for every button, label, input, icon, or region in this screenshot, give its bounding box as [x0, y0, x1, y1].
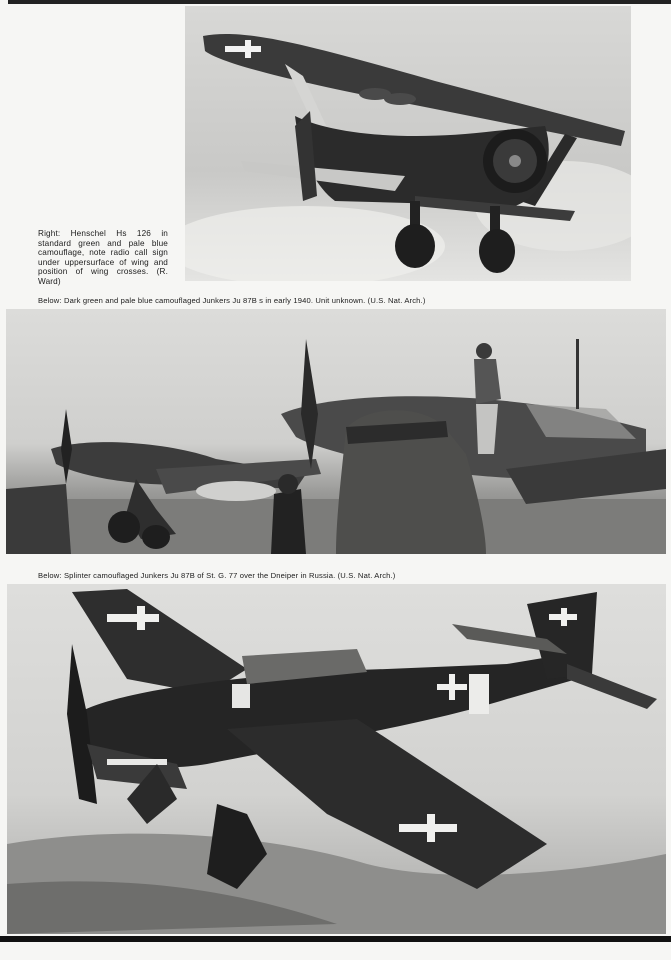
top-rule — [8, 0, 671, 4]
bottom-rule — [0, 936, 671, 942]
ju87-ground-photo — [6, 309, 666, 554]
ju87-flight-caption: Below: Splinter camouflaged Junkers Ju 87B of St. G. 77 over the Dneiper in Russia. (U.S. Nat. Arch.) — [38, 571, 396, 580]
junkers-ju87-ground-photo-icon — [6, 309, 666, 554]
junkers-ju87-flight-photo-icon — [7, 584, 666, 934]
henschel-hs126-biplane-photo-icon — [185, 6, 631, 281]
hs126-caption: Right: Henschel Hs 126 in standard green and pale blue camouflage, note radio call sign under uppersurface of wing and position of wing crosses. (R. Ward) — [38, 229, 168, 286]
ju87-flight-photo — [7, 584, 666, 934]
ju87-ground-caption: Below: Dark green and pale blue camouflaged Junkers Ju 87B s in early 1940. Unit unknown. (U.S. Nat. Arch.) — [38, 296, 426, 305]
hs126-photo — [185, 6, 631, 281]
